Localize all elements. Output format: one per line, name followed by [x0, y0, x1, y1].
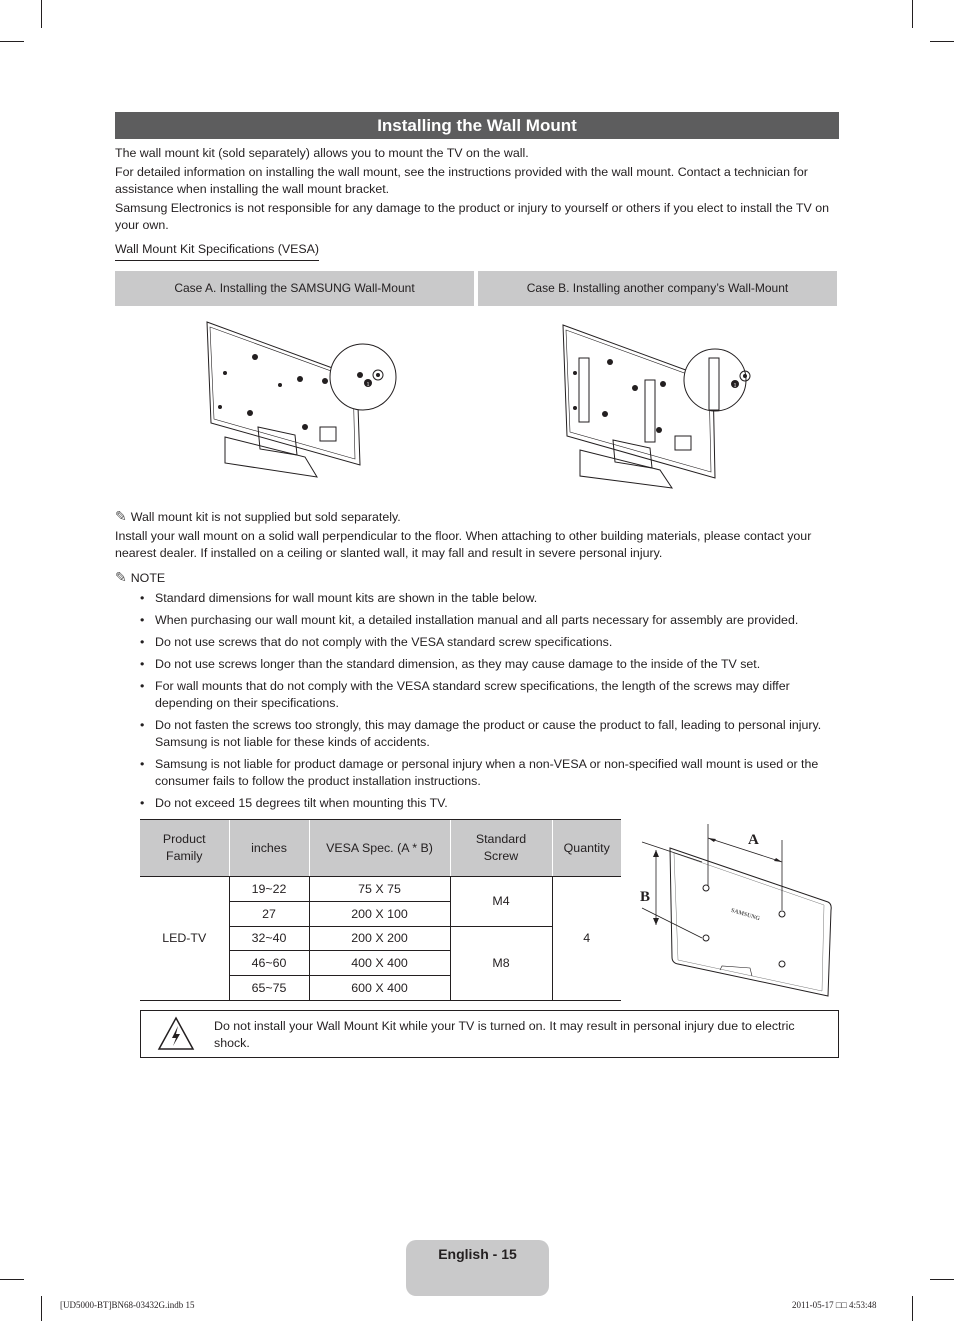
inches-cell: 19~22 — [229, 877, 309, 902]
case-a-header: Case A. Installing the SAMSUNG Wall-Mount — [115, 271, 474, 306]
case-b-header: Case B. Installing another company’s Wall-Mount — [478, 271, 837, 306]
crop-mark — [0, 41, 24, 42]
crop-mark — [41, 0, 42, 28]
intro-paragraph: Samsung Electronics is not responsible for any damage to the product or injury to yourself or others if you elect to install the TV on your own. — [115, 201, 829, 232]
vesa-cell: 200 X 200 — [309, 926, 450, 951]
crop-mark — [930, 41, 954, 42]
intro-paragraph: For detailed information on installing the wall mount, see the instructions provided with the wall mount. Contact a technician for assistance when installing the wall mount bracket. — [115, 165, 808, 196]
install-paragraph: Install your wall mount on a solid wall perpendicular to the floor. When attaching to other building materials, please contact your nearest dealer. If installed on a ceiling or slanted wall, it may fall and result in severe personal injury. — [115, 529, 812, 560]
callout-number: 1 — [733, 383, 737, 389]
list-item: • Do not fasten the screws too strongly, this may damage the product or cause the product to fall, leading to personal injury. Samsung is not liable for these kinds of accidents. — [140, 717, 840, 751]
column-header: Quantity — [552, 820, 621, 877]
section-title: Installing the Wall Mount — [115, 112, 839, 139]
list-item: • Do not exceed 15 degrees tilt when mounting this TV. — [140, 795, 840, 812]
dimension-label-a: A — [748, 832, 759, 848]
list-item: • When purchasing our wall mount kit, a detailed installation manual and all parts necessary for assembly are provided. — [140, 612, 840, 629]
case-a-illustration — [195, 315, 405, 490]
crop-mark — [0, 1279, 24, 1280]
electric-shock-warning-icon — [157, 1015, 195, 1053]
spec-heading: Wall Mount Kit Specifications (VESA) — [115, 241, 319, 261]
product-family-cell: LED-TV — [140, 877, 229, 1001]
inches-cell: 27 — [229, 901, 309, 926]
vesa-cell: 200 X 100 — [309, 901, 450, 926]
dimension-label-b: B — [640, 889, 651, 905]
warning-text: Do not install your Wall Mount Kit while your TV is turned on. It may result in personal injury due to electric shock. — [214, 1019, 795, 1050]
vesa-cell: 75 X 75 — [309, 877, 450, 902]
footer-file: [UD5000-BT]BN68-03432G.indb 15 — [60, 1300, 195, 1310]
note-label: NOTE — [130, 571, 166, 585]
crop-mark — [41, 1296, 42, 1321]
vesa-cell: 600 X 400 — [309, 976, 450, 1001]
brand-logo: SAMSUNG — [730, 907, 761, 923]
list-item: • Do not use screws longer than the standard dimension, as they may cause damage to the inside of the TV set. — [140, 656, 840, 673]
vesa-cell: 400 X 400 — [309, 951, 450, 976]
crop-mark — [912, 0, 913, 28]
callout-number: 1 — [366, 382, 370, 388]
inches-cell: 65~75 — [229, 976, 309, 1001]
crop-mark — [930, 1279, 954, 1280]
pencil-note-icon: ✎ — [115, 569, 127, 585]
inches-cell: 46~60 — [229, 951, 309, 976]
screw-cell: M8 — [450, 926, 552, 1000]
quantity-cell: 4 — [552, 877, 621, 1001]
note-heading — [115, 569, 165, 587]
list-item: • Do not use screws that do not comply with the VESA standard screw specifications. — [140, 634, 840, 651]
intro-paragraph: The wall mount kit (sold separately) allows you to mount the TV on the wall. — [115, 146, 529, 160]
kit-note — [115, 508, 401, 526]
list-item: • For wall mounts that do not comply with the VESA standard screw specifications, the length of the screws may differ depending on their specifications. — [140, 678, 840, 712]
vesa-dimension-diagram — [630, 820, 840, 1005]
footer-datetime: 2011-05-17 □□ 4:53:48 — [792, 1300, 877, 1310]
warning-box — [140, 1010, 839, 1058]
crop-mark — [912, 1296, 913, 1321]
kit-note-text: Wall mount kit is not supplied but sold separately. — [130, 510, 401, 524]
vesa-spec-table — [140, 819, 621, 1001]
pencil-note-icon: ✎ — [115, 508, 127, 524]
list-item: • Samsung is not liable for product damage or personal injury when a non-VESA or non-specified wall mount is used or the consumer fails to follow the product installation instructions. — [140, 756, 840, 790]
notes-list — [140, 590, 840, 817]
inches-cell: 32~40 — [229, 926, 309, 951]
table-header-row — [140, 820, 621, 877]
column-header: VESA Spec. (A * B) — [309, 820, 450, 877]
page-number: English - 15 — [406, 1240, 549, 1296]
case-b-illustration — [555, 318, 765, 493]
column-header: Standard Screw — [450, 820, 552, 877]
table-row — [140, 877, 621, 902]
column-header: inches — [229, 820, 309, 877]
list-item: • Standard dimensions for wall mount kits are shown in the table below. — [140, 590, 840, 607]
screw-cell: M4 — [450, 877, 552, 927]
column-header: Product Family — [140, 820, 229, 877]
